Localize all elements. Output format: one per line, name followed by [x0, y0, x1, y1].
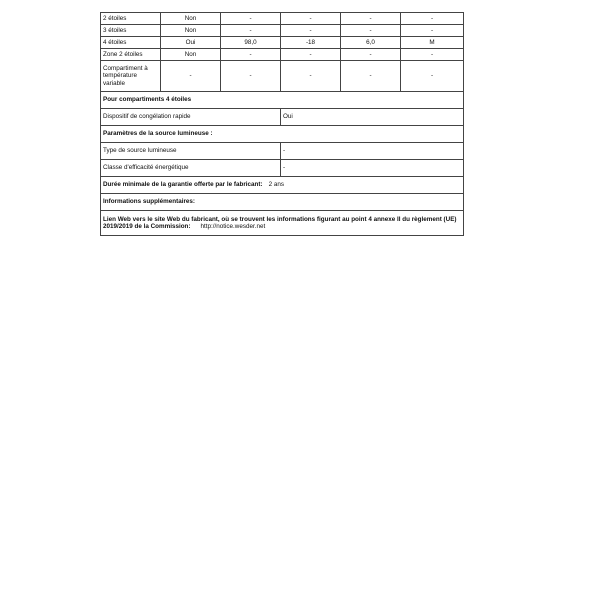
table-row [101, 160, 464, 177]
table-cell: - [281, 49, 341, 61]
table-cell: -18 [281, 37, 341, 49]
table-cell: Non [161, 49, 221, 61]
efficiency-class-label: Classe d'efficacité énergétique [101, 160, 281, 177]
table-cell: - [341, 49, 401, 61]
warranty-value: 2 ans [268, 181, 284, 189]
weblink-row [101, 211, 464, 236]
weblink-cell [101, 211, 464, 236]
table-row [101, 13, 464, 25]
table-row [101, 61, 464, 92]
compartment-label: 2 étoiles [101, 13, 161, 25]
table-cell: Oui [161, 37, 221, 49]
warranty-cell [101, 177, 464, 194]
table-cell: 98,0 [221, 37, 281, 49]
table-cell: - [221, 25, 281, 37]
table-row [101, 25, 464, 37]
fast-freeze-value: Oui [281, 109, 464, 126]
table-cell: - [401, 25, 464, 37]
section-row [101, 194, 464, 211]
warranty-label: Durée minimale de la garantie offerte par le fabricant: [103, 181, 263, 189]
table-row [101, 143, 464, 160]
compartment-label: Compartiment à température variable [101, 61, 161, 92]
table-cell: 6,0 [341, 37, 401, 49]
table-cell: - [341, 13, 401, 25]
section-row [101, 92, 464, 109]
table-cell: M [401, 37, 464, 49]
efficiency-class-value: - [281, 160, 464, 177]
product-info-table [100, 12, 464, 236]
table-row [101, 109, 464, 126]
table-cell: - [221, 49, 281, 61]
table-cell: - [221, 61, 281, 92]
additional-info-heading: Informations supplémentaires: [101, 194, 464, 211]
light-source-heading: Paramètres de la source lumineuse : [101, 126, 464, 143]
section-row [101, 126, 464, 143]
four-star-heading: Pour compartiments 4 étoiles [101, 92, 464, 109]
table-cell: - [281, 25, 341, 37]
table-cell: - [161, 61, 221, 92]
light-type-label: Type de source lumineuse [101, 143, 281, 160]
warranty-row [101, 177, 464, 194]
table-cell: - [281, 61, 341, 92]
table-cell: Non [161, 13, 221, 25]
compartment-label: 3 étoiles [101, 25, 161, 37]
fast-freeze-label: Dispositif de congélation rapide [101, 109, 281, 126]
table-cell: - [221, 13, 281, 25]
table-cell: - [341, 61, 401, 92]
table-cell: - [401, 49, 464, 61]
manufacturer-url[interactable]: http://notice.wesder.net [200, 223, 266, 230]
compartment-label: Zone 2 étoiles [101, 49, 161, 61]
table-cell: - [341, 25, 401, 37]
table-cell: - [281, 13, 341, 25]
weblink-text: Lien Web vers le site Web du fabricant, où se trouvent les informations figurant au point 4 annexe II du règlement (UE) 2019/2019 de la Commission: [103, 215, 457, 230]
table-cell: - [401, 13, 464, 25]
light-type-value: - [281, 143, 464, 160]
table-cell: - [401, 61, 464, 92]
compartment-label: 4 étoiles [101, 37, 161, 49]
table-row [101, 37, 464, 49]
table-cell: Non [161, 25, 221, 37]
table-row [101, 49, 464, 61]
